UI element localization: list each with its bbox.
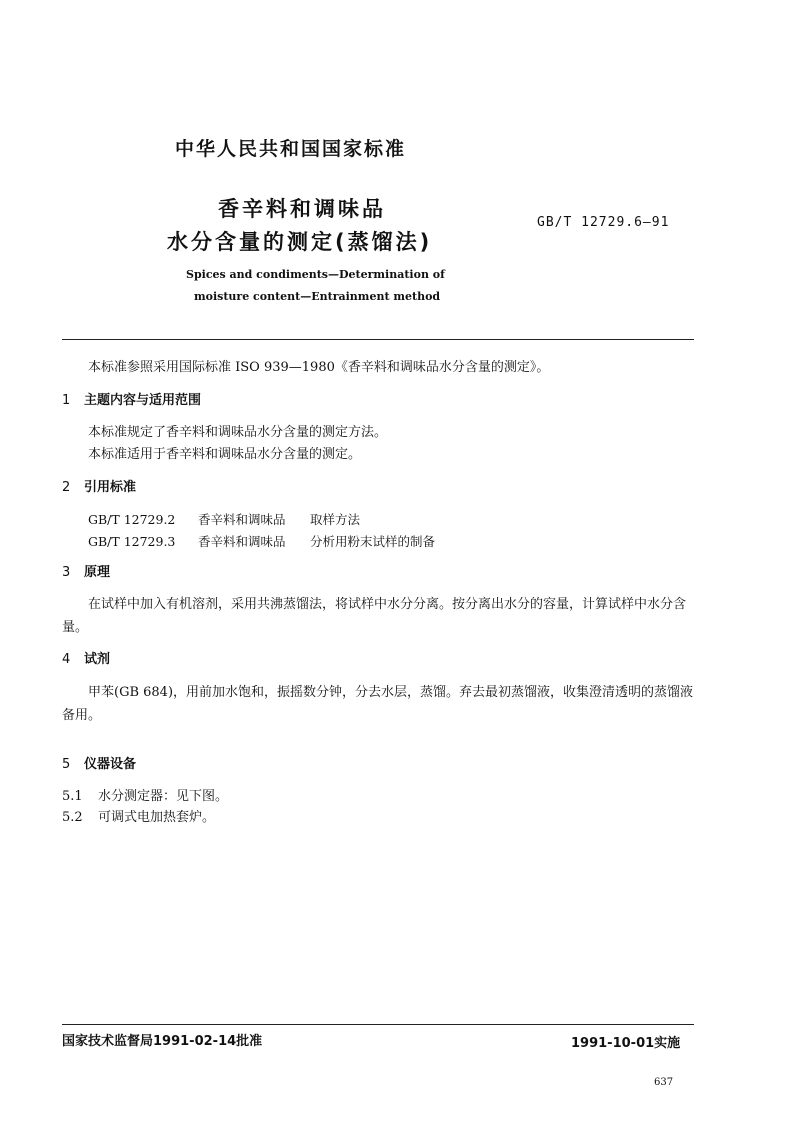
section-5-heading — [62, 753, 136, 772]
section-1-heading — [62, 389, 201, 408]
english-title-line2: moisture content—Entrainment method — [194, 290, 441, 303]
section-number: 2 — [62, 480, 71, 495]
reference-row — [88, 532, 435, 550]
section-number: 5 — [62, 757, 71, 772]
document-title-line2: 水分含量的测定(蒸馏法) — [167, 230, 433, 254]
list-item — [62, 808, 215, 828]
footer-divider — [62, 1024, 694, 1025]
item-number: 5.1 — [62, 789, 83, 804]
item-text: 可调式电加热套炉。 — [98, 810, 216, 825]
section-3-paragraph: 在试样中加入有机溶剂，采用共沸蒸馏法，将试样中水分分离。按分离出水分的容量，计算试样中水分含量。 — [62, 597, 687, 635]
section-number: 3 — [62, 565, 71, 580]
item-number: 5.2 — [62, 810, 83, 825]
reference-description: 分析用粉末试样的制备 — [310, 534, 436, 549]
section-title: 引用标准 — [84, 480, 137, 495]
list-item — [62, 787, 228, 807]
reference-code: GB/T 12729.2 — [88, 512, 176, 527]
reference-subject: 香辛料和调味品 — [198, 534, 286, 549]
page-number: 637 — [654, 1077, 674, 1088]
section-1-paragraph-1: 本标准规定了香辛料和调味品水分含量的测定方法。 — [88, 425, 388, 440]
section-number: 4 — [62, 652, 71, 667]
section-1-paragraph-2: 本标准适用于香辛料和调味品水分含量的测定。 — [88, 447, 362, 462]
section-4-heading — [62, 648, 110, 667]
approval-line: 国家技术监督局1991-02-14批准 — [62, 1034, 263, 1049]
reference-subject: 香辛料和调味品 — [198, 512, 286, 527]
document-title-line1: 香辛料和调味品 — [218, 197, 386, 221]
section-number: 1 — [62, 393, 71, 408]
item-text: 水分测定器：见下图。 — [98, 789, 229, 804]
org-title: 中华人民共和国国家标准 — [175, 138, 407, 160]
implementation-date: 1991-10-01实施 — [571, 1036, 681, 1051]
section-title: 试剂 — [84, 652, 111, 667]
header-divider — [62, 339, 694, 340]
intro-paragraph: 本标准参照采用国际标准 ISO 939—1980《香辛料和调味品水分含量的测定》。 — [88, 360, 550, 375]
section-title: 仪器设备 — [84, 757, 137, 772]
english-title-line1: Spices and condiments—Determination of — [186, 268, 445, 281]
section-3-heading — [62, 561, 110, 580]
section-title: 主题内容与适用范围 — [84, 393, 202, 408]
reference-row — [88, 510, 360, 528]
section-2-heading — [62, 476, 136, 495]
reference-description: 取样方法 — [310, 512, 361, 527]
standard-number: GB/T 12729.6—91 — [537, 215, 670, 230]
section-4-paragraph: 甲苯(GB 684)，用前加水饱和，振摇数分钟，分去水层，蒸馏。弃去最初蒸馏液，收集澄清透明的蒸馏液备用。 — [62, 685, 694, 723]
section-title: 原理 — [84, 565, 111, 580]
reference-code: GB/T 12729.3 — [88, 534, 176, 549]
